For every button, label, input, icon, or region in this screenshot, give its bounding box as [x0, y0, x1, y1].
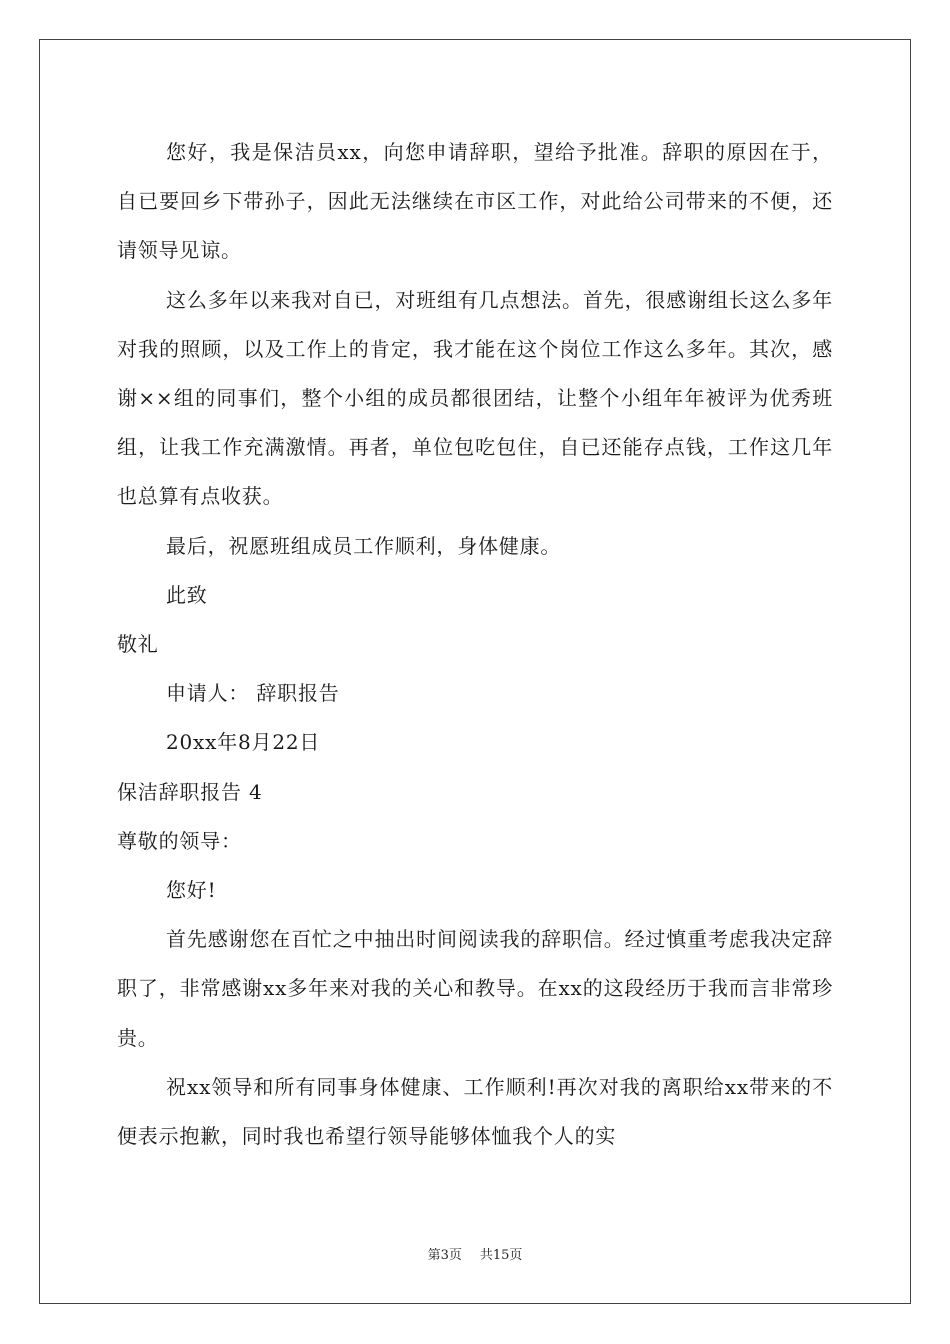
paragraph-apology: 祝xx领导和所有同事身体健康、工作顺利!再次对我的离职给xx带来的不便表示抱歉，同时我也希望行领导能够体恤我个人的实 [117, 1074, 833, 1149]
hello-line: 您好! [166, 878, 217, 903]
closing-salutation: 此致 [166, 582, 208, 607]
paragraph-thoughts: 这么多年以来我对自已，对班组有几点想法。首先，很感谢组长这么多年对我的照顾，以及工作上的肯定，我才能在这个岗位工作这么多年。其次，感谢××组的同事们，整个小组的成员都很团结，让整个小组年年被评为优秀班组，让我工作充满激情。再者，单位包吃包住，自已还能存点钱，工作这几年也总算有点收获。 [117, 287, 833, 509]
closing-regards: 敬礼 [117, 632, 159, 657]
paragraph-wishes: 最后，祝愿班组成员工作顺利，身体健康。 [166, 533, 562, 558]
page-total: 共15页 [479, 1248, 523, 1263]
section-title: 保洁辞职报告 4 [117, 779, 263, 804]
paragraph-thanks: 首先感谢您在百忙之中抽出时间阅读我的辞职信。经过慎重考虑我决定辞职了，非常感谢xx多年来对我的关心和教导。在xx的这段经历于我而言非常珍贵。 [117, 927, 833, 1050]
document-body [117, 128, 833, 1161]
recipient-line: 尊敬的领导： [117, 828, 242, 853]
date-line: 20xx年8月22日 [166, 730, 321, 755]
page-footer [0, 1248, 950, 1264]
paragraph-greeting: 您好，我是保洁员xx，向您申请辞职，望给予批准。辞职的原因在于，自已要回乡下带孙子，因此无法继续在市区工作，对此给公司带来的不便，还请领导见谅。 [117, 140, 833, 263]
page-number: 第3页 [427, 1248, 462, 1263]
applicant-line: 申请人： 辞职报告 [166, 681, 340, 706]
